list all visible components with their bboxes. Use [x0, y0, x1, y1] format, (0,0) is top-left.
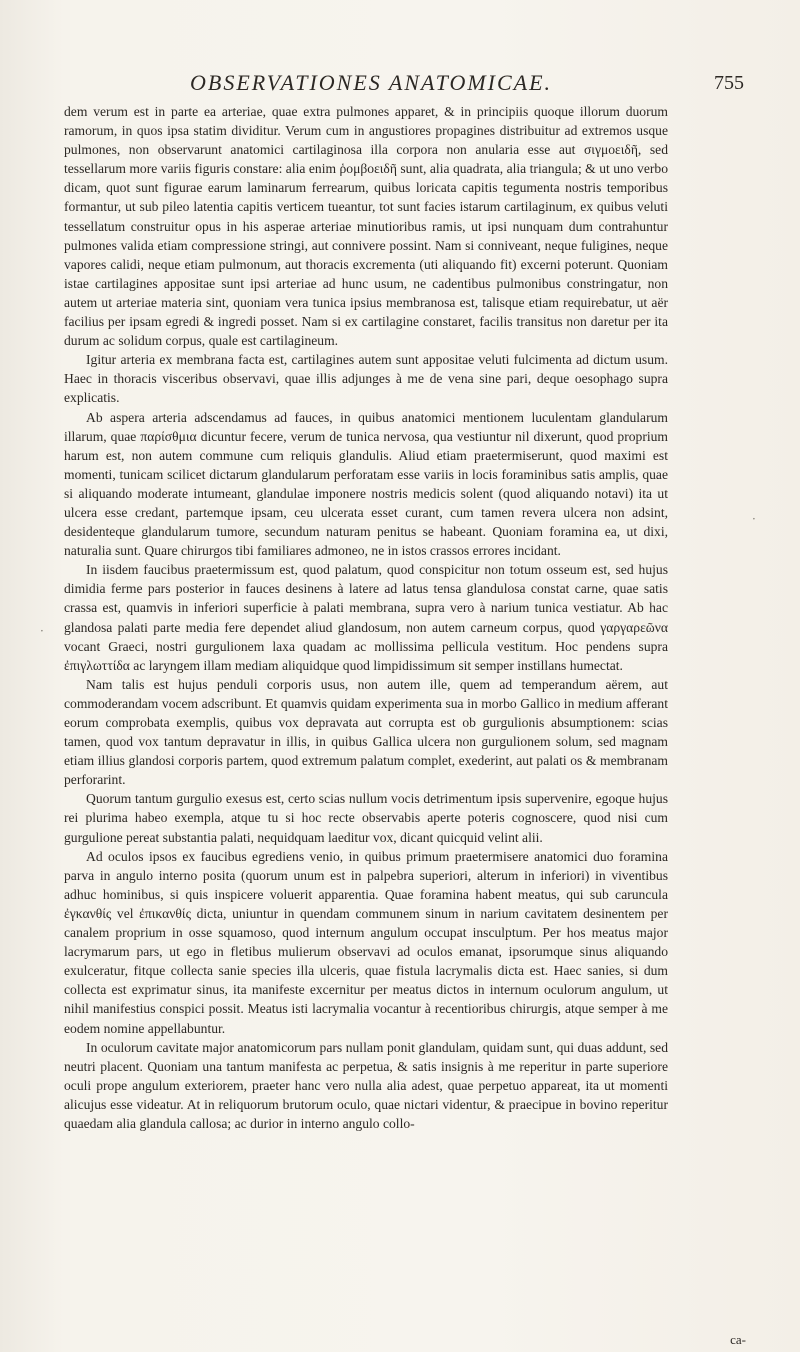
paragraph: dem verum est in parte ea arteriae, quae extra pulmones apparet, & in principiis quoque illorum duorum ramorum, in quos ipsa statim dividitur. Verum cum in angustiores propagines distribuitur ad extremos usque pulmones, non observarunt anatomici cartilaginosa illa corpora non anularia esse aut σιγμοειδῆ, sed tessellarum more variis figuris constare: alia enim ῥομβοειδῆ sunt, alia quadrata, alia triangula; & ut uno verbo dicam, quot sunt figurae earum laminarum ferrearum, quibus loricata capitis tegumenta nostris temporibus formantur, ut sub pileo latentia capitis verticem tueantur, tot sunt facies istarum cartilaginum, ex quibus veluti tessellatum construitur opus in his asperae arteriae minutioribus ramis, ut ipsi nunquam dum contrahuntur pulmones valida etiam compressione stringi, aut connivere possint. Nam si conniveant, neque fuligines, neque vapores calidi, neque etiam pulmonum, aut thoracis excrementa (uti aliquando fit) excerni poterunt. Quoniam istae cartilagines appositae sunt ipsi arteriae ad hunc usum, ne cadentibus pulmonibus constringatur, non autem ut arteriae materia sint, quoniam vera tunica ipsius membranosa est, talisque etiam requirebatur, ut aër facilius per ipsam egredi & ingredi posset. Nam si ex cartilagine constaret, facilis transitus non daretur per ita durum ac solidum corpus, quale est cartilagineum.: [64, 104, 668, 349]
paragraph: Ad oculos ipsos ex faucibus egrediens venio, in quibus primum praetermisere anatomici duo foramina parva in angulo interno posita (quorum unum est in palpebra superiori, alterum in inferiori) in viventibus adhuc hominibus, si quis inspicere voluerit apparentia. Quae foramina habent meatus, qui sub caruncula ἐγκανθίς vel ἐπικανθίς dicta, uniuntur in quendam communem sinum in narium cavitatem desinentem per canalem proprium in osse squamoso, quod internum angulum occupat insculptum. Per hos meatus major lacrymarum pars, ut ego in fletibus mulierum observavi ad oculos emanat, ipsorumque sinus aliquando exulceratur, fitque collecta sanie species illa ulceris, quae fistula lacrymalis dicta est. Haec sanies, si dum collecta est exprimatur sinus, ita manifeste excernitur per meatus dictos in internum oculorum angulum, ut nihil manifestius conspici possit. Meatus isti lacrymalia vocantur à recentioribus chirurgis, atque semper à me eodem nomine appellabuntur.: [64, 848, 668, 1036]
paragraph: Nam talis est hujus penduli corporis usus, non autem ille, quem ad temperandum aërem, aut commoderandam vocem adscribunt. Et quamvis quidam experimenta sua in morbo Gallico in medium afferant eorum comprobata exemplis, quibus vox depravata aut corrupta est ob gurgulionis absumptionem: scias tamen, quod vox tantum depravatur in illis, in quibus Gallica ulcera non gurgulionem solum, sed magnam etiam illius glandosi corporis partem, quod extremum palatum complet, exederint, aut palati os & membranam perforarint.: [64, 676, 668, 788]
margin-speck: ·: [752, 512, 756, 526]
paragraph: In iisdem faucibus praetermissum est, quod palatum, quod conspicitur non totum osseum est, sed hujus dimidia ferme pars posterior in fauces desinens à latere ad latus tensa glandulosa constat carne, quae satis crassa est, quamvis in inferiori superficie à palati membrana, supra vero à narium tunica vestiatur. Ab hac glandosa palati parte media fere dependet aliud glandosum, non autem carneum corpus, quod γαργαρεῶνα vocant Graeci, nostri gurgulionem laxa quadam ac mollissima pellicula vestitum. Hoc pendens supra ἐπιγλωττίδα ac laryngem illam mediam aliquidque quod limpidissimum sit semper instillans humectat.: [64, 562, 668, 673]
paragraph: Quorum tantum gurgulio exesus est, certo scias nullum vocis detrimentum ipsis supervenire, egoque hujus rei plurima habeo exempla, atque tu si hoc recte observabis aperte poteris cognoscere, quod nisi cum gurgulione pereat substantia palati, nequidquam laeditur vox, dicant quicquid velint alii.: [64, 791, 668, 845]
margin-speck: ·: [40, 624, 44, 638]
running-title: OBSERVATIONES ANATOMICAE.: [190, 70, 553, 95]
paragraph: In oculorum cavitate major anatomicorum pars nullam ponit glandulam, quidam sunt, qui duas addunt, sed neutri placent. Quoniam una tantum manifesta ac perpetua, & satis insignis à me reperitur in parte superiore oculi prope angulum exteriorem, praeter hanc vero nulla alia adest, quae perpetuo appareat, ita ut momenti alicujus esse videatur. At in reliquorum brutorum oculo, quae nictari videntur, & praecipue in bovino reperitur quaedam alia glandula callosa; ac durior in interno angulo collo-: [64, 1039, 668, 1131]
paragraph: Igitur arteria ex membrana facta est, cartilagines autem sunt appositae veluti fulcimenta ad dictum usum. Haec in thoracis visceribus observavi, quae illis adjunges à me de vena sine pari, deque oesophago supra explicatis.: [64, 352, 668, 406]
page-header: [60, 64, 748, 98]
body-text: [64, 102, 668, 1133]
catchword: ca-: [730, 1332, 746, 1347]
page-number: 755: [714, 72, 744, 94]
paragraph: Ab aspera arteria adscendamus ad fauces, in quibus anatomici mentionem luculentam glandularum illarum, quae παρίσθμια dicuntur fecere, verum de tunica nervosa, qua vestiuntur nil dixerunt, quod proprium harum est, non autem commune cum reliquis glandulis. Aliud etiam praetermiserunt, quod maximi est momenti, tunicam scilicet dictarum glandularum perforatam esse variis in locis foraminibus satis amplis, quae si aliquando moderate intumeant, glandulae imponere nostris medicis solent (quod aliquando notavi) ita ut ulcera esse credant, partemque ipsam, ceu ulcerata esset curant, cum tamen revera ulcera non adsint, desidenteque glandularum tumore, secundum naturam penitus se habeant. Quoniam foramina ea, ut dixi, naturalia sunt. Quare chirurgos tibi familiares admoneo, ne in istos crassos errores incidant.: [64, 409, 668, 559]
